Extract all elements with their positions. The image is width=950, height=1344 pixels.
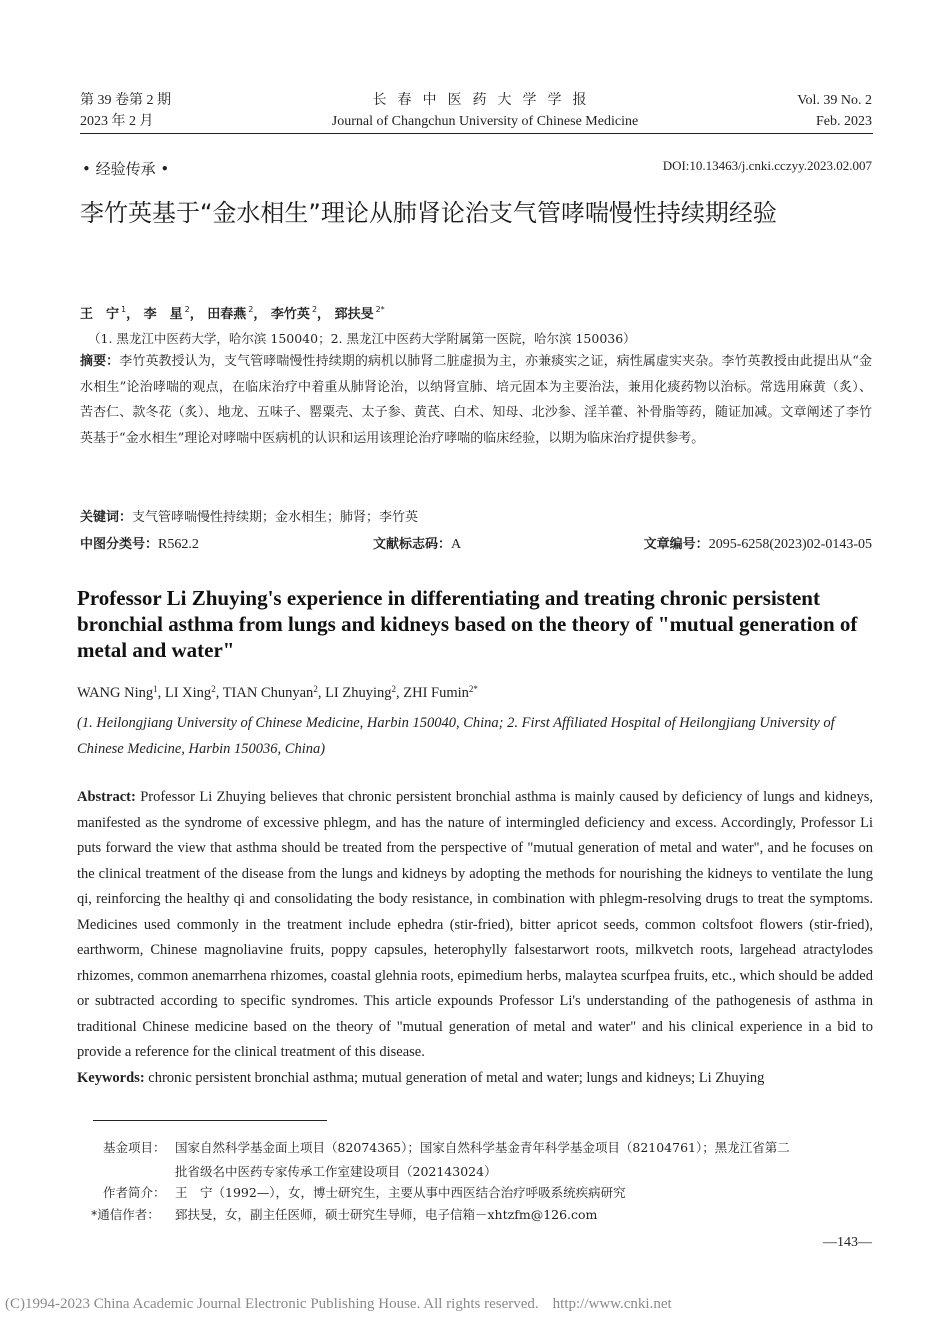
- author-sup: 2: [211, 684, 216, 694]
- author-en: LI Xing: [164, 685, 212, 701]
- abstract-en: [77, 785, 873, 1066]
- keywords-cn-text: 支气管哮喘慢性持续期；金水相生；肺肾；李竹英: [132, 510, 419, 525]
- funding-label: 基金项目：: [103, 1140, 166, 1155]
- author-en: TIAN Chunyan: [222, 685, 314, 701]
- header-volume-cn: [80, 90, 171, 132]
- author-sup: 2*: [468, 684, 478, 694]
- author-cn: 郅扶旻: [334, 307, 374, 322]
- author-cn: 王 宁: [80, 307, 120, 322]
- header-rule: [80, 133, 873, 134]
- author-bio-text: 王 宁（1992—），女，博士研究生，主要从事中西医结合治疗呼吸系统疾病研究: [175, 1185, 626, 1200]
- abstract-en-label: Abstract:: [77, 789, 136, 805]
- copyright-footer: [5, 1296, 945, 1313]
- author-en: ZHI Fumin: [403, 685, 469, 701]
- clc-label: 中图分类号：: [80, 537, 159, 552]
- footnote-author: [103, 1181, 873, 1205]
- article-number: [644, 532, 872, 557]
- journal-name-cn: 长春中医药大学学报: [372, 93, 598, 108]
- volume-en: Vol. 39 No. 2: [797, 93, 872, 108]
- author-sup: 2: [311, 305, 318, 314]
- article-number-label: 文章编号：: [643, 537, 709, 552]
- author-cn: 李竹英: [270, 307, 310, 322]
- keywords-en-label: Keywords:: [77, 1070, 145, 1086]
- column-tag: • 经验传承 •: [82, 160, 170, 178]
- corresponding-label: *通信作者：: [91, 1207, 160, 1222]
- keywords-en-text: chronic persistent bronchial asthma; mutual generation of metal and water; lungs and kidneys; Li Zhuying: [148, 1070, 765, 1086]
- author-sup: 2: [184, 305, 190, 314]
- affiliation-en: (1. Heilongjiang University of Chinese Medicine, Harbin 150040, China; 2. First Affiliated Hospital of Heilongjiang University of Chinese Medicine, Harbin 150036, China): [77, 715, 835, 757]
- page-number: —143—: [823, 1235, 872, 1250]
- title-en: Professor Li Zhuying's experience in differentiating and treating chronic persistent bronchial asthma from lungs and kidneys based on the theory of "mutual generation of metal and water": [77, 586, 858, 662]
- keywords-cn-label: 关键词：: [80, 510, 133, 525]
- article-number-value: 2095-6258(2023)02-0143-05: [708, 537, 872, 552]
- funding-text-2: 批省级名中医药专家传承工作室建设项目（202143024）: [175, 1164, 497, 1179]
- clc-value: R562.2: [158, 537, 199, 552]
- clc-number: [80, 532, 199, 557]
- author-sup: 1: [121, 305, 127, 314]
- author-cn: 李 星: [143, 307, 183, 322]
- copyright-url[interactable]: http://www.cnki.net: [552, 1296, 672, 1312]
- keywords-cn: [80, 505, 872, 531]
- footnote-corresponding: [91, 1203, 873, 1227]
- authors-en: WANG Ning$^1$, LI Xing$^2$, TIAN Chunyan$^2$, LI Zhuying$^2$, ZHI Fumin$^{2*}$: [77, 684, 478, 701]
- footnote-rule: [93, 1120, 327, 1121]
- abstract-cn-label: 摘要：: [80, 354, 120, 369]
- author-en: LI Zhuying: [325, 685, 392, 701]
- header-volume-en: [797, 90, 872, 132]
- corresponding-text: 郅扶旻，女，副主任医师，硕士研究生导师，电子信箱－xhtzfm@126.com: [175, 1207, 598, 1222]
- doc-code-label: 文献标志码：: [373, 537, 452, 552]
- author-bio-label: 作者简介：: [103, 1185, 166, 1200]
- date-cn: 2023 年 2 月: [80, 114, 154, 129]
- doi[interactable]: DOI:10.13463/j.cnki.cczyy.2023.02.007: [662, 158, 872, 173]
- author-en: WANG Ning: [77, 685, 154, 701]
- doc-code-value: A: [451, 537, 462, 552]
- authors-cn: 王 宁 $^1$， 李 星 $^2$， 田春燕 $^2$， 李竹英 $^2$， 郅扶旻 $^{2*}$: [80, 305, 385, 322]
- title-cn: 李竹英基于“金水相生”理论从肺肾论治支气管哮喘慢性持续期经验: [80, 199, 777, 227]
- author-sup: 1: [153, 684, 158, 694]
- journal-name-en: Journal of Changchun University of Chinese Medicine: [331, 114, 639, 129]
- author-sup: 2: [248, 305, 254, 314]
- keywords-en: [77, 1066, 873, 1092]
- author-cn: 田春燕: [207, 307, 247, 322]
- abstract-cn: [80, 349, 872, 451]
- footnote-funding: [103, 1136, 873, 1184]
- author-sup: 2: [313, 684, 318, 694]
- date-en: Feb. 2023: [816, 114, 872, 129]
- abstract-cn-text: 李竹英教授认为，支气管哮喘慢性持续期的病机以肺肾二脏虚损为主，亦兼痰实之证，病性属虚实夹杂。李竹英教授由此提出从“金水相生”论治哮喘的观点，在临床治疗中着重从肺肾论治，以纳肾宣肺、培元固本为主要治法，兼用化痰药物以治标。常选用麻黄（炙）、苦杏仁、款冬花（炙）、地龙、五味子、罂粟壳、太子参、黄芪、白术、知母、北沙参、淫羊藿、补骨脂等药，随证加减。文章阐述了李竹英基于“金水相生”理论对哮喘中医病机的认识和运用该理论治疗哮喘的临床经验，以期为临床治疗提供参考。: [80, 354, 872, 446]
- affiliation-cn: （1. 黑龙江中医药大学，哈尔滨 150040；2. 黑龙江中医药大学附属第一医院，哈尔滨 150036）: [88, 331, 636, 346]
- abstract-en-text: Professor Li Zhuying believes that chronic persistent bronchial asthma is mainly caused by deficiency of lungs and kidneys, manifested as the syndrome of excessive phlegm, and has the nature of intermingled deficiency and excess. Accordingly, Professor Li puts forward the view that asthma should be treated from the perspective of "mutual generation of metal and water", and he focuses on the clinical treatment of the disease from the lungs and kidneys by adopting the methods for nourishing the kidneys to ventilate the lung qi, reinforcing the healthy qi and consolidating the body resistance, in combination with phlegm-resolving drugs to treat the symptoms. Medicines used commonly in the treatment include ephedra (stir-fried), bitter apricot seeds, common coltsfoot flowers (stir-fried), earthworm, Chinese magnoliavine fruits, poppy capsules, heterophylly falsestarwort roots, milkvetch roots, largehead atractylodes rhizomes, common anemarrhena rhizomes, coastal glehnia roots, epimedium herbs, malaytea scurfpea fruits, etc., which should be added or subtracted according to specific syndromes. This article expounds Professor Li's understanding of the pathogenesis of asthma in traditional Chinese medicine based on the theory of "mutual generation of metal and water" and his clinical experience in a bid to provide a reference for the clinical treatment of this disease.: [77, 789, 873, 1060]
- header-journal: [270, 90, 700, 132]
- author-sup: 2: [391, 684, 397, 694]
- copyright-text: (C)1994-2023 China Academic Journal Electronic Publishing House. All rights reserved.: [5, 1296, 539, 1312]
- funding-text-1: 国家自然科学基金面上项目（82074365）；国家自然科学基金青年科学基金项目（82104761）；黑龙江省第二: [175, 1140, 790, 1155]
- volume-cn: 第 39 卷第 2 期: [80, 93, 171, 108]
- author-sup: 2*: [375, 305, 385, 314]
- document-code: [373, 532, 461, 557]
